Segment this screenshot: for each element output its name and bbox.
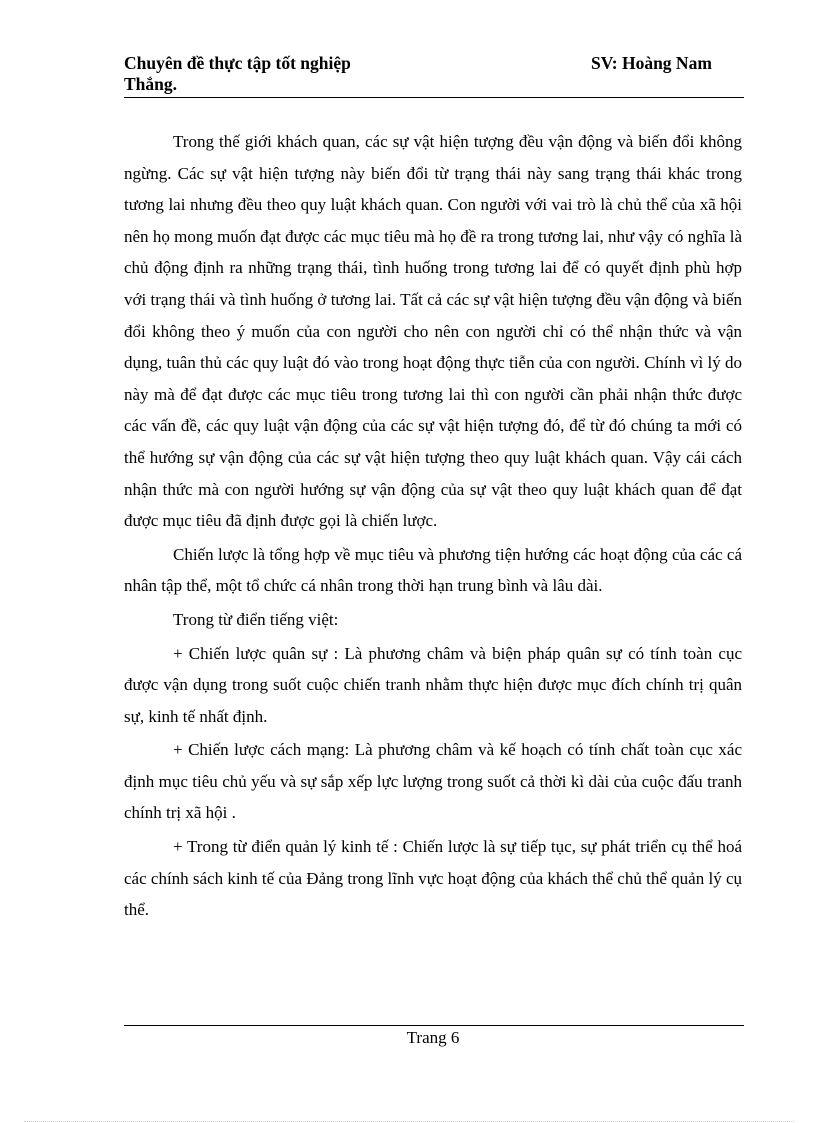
paragraph-dictionary-heading: Trong từ điển tiếng việt: <box>173 609 339 629</box>
paragraph-military-strategy: + Chiến lược quân sự : Là phương châm và biện pháp quân sự có tính toàn cục được vận dụng trong suốt cuộc chiến tranh nhằm thực hiện được mục đích chính trị quân sự, kinh tế nhất định. <box>124 643 742 726</box>
document-title: Chuyên đề thực tập tốt nghiệp <box>124 53 351 73</box>
document-body <box>124 126 742 928</box>
page-number: Trang 6 <box>406 1028 460 1047</box>
paragraph-revolutionary-strategy: + Chiến lược cách mạng: Là phương châm và kế hoạch có tính chất toàn cục xác định mục tiêu chủ yếu và sự sắp xếp lực lượng trong suốt cả thời kì dài của cuộc đấu tranh chính trị xã hội . <box>124 740 742 823</box>
student-name: SV: Hoàng Nam <box>591 53 712 73</box>
page-edge-line <box>24 1121 794 1122</box>
header-divider <box>124 97 744 98</box>
student-name-continued: Thắng. <box>124 74 178 94</box>
footer-divider <box>124 1025 744 1026</box>
paragraph-economic-management: + Trong từ điển quản lý kinh tế : Chiến lược là sự tiếp tục, sự phát triển cụ thể hoá các chính sách kinh tế của Đảng trong lĩnh vực hoạt động của khách thể chủ thể quản lý cụ thể. <box>124 837 742 920</box>
page-header <box>124 53 744 97</box>
paragraph-definition: Chiến lược là tổng hợp về mục tiêu và phương tiện hướng các hoạt động của các cá nhân tập thể, một tổ chức cá nhân trong thời hạn trung bình và lâu dài. <box>124 544 742 596</box>
paragraph-intro: Trong thế giới khách quan, các sự vật hiện tượng đều vận động và biến đổi không ngừng. Các sự vật hiện tượng này biến đổi từ trạng thái này sang trạng thái khác trong tương lai nhưng đều theo quy luật khách quan. Con người với vai trò là chủ thể của xã hội nên họ mong muốn đạt được các mục tiêu mà họ đề ra trong tương lai, như vậy có nghĩa là chủ động định ra những trạng thái, tình huống trong tương lai để có quyết định phù hợp với trạng thái và tình huống ở tương lai. Tất cả các sự vật hiện tượng đều vận động và biến đổi không theo ý muốn của con người cho nên con người chỉ có thể nhận thức và vận dụng, tuân thủ các quy luật đó vào trong hoạt động thực tiễn của con người. Chính vì lý do này mà để đạt được các mục tiêu trong tương lai thì con người cần phải nhận thức được các vấn đề, các quy luật vận động của các sự vật hiện tượng đó, để từ đó chúng ta mới có thể hướng sự vận động của các sự vật hiện tượng theo quy luật khách quan. Vậy cái cách nhận thức mà con người hướng sự vận động của sự vật theo quy luật khách quan để đạt được mục tiêu đã định được gọi là chiến lược. <box>124 132 742 531</box>
